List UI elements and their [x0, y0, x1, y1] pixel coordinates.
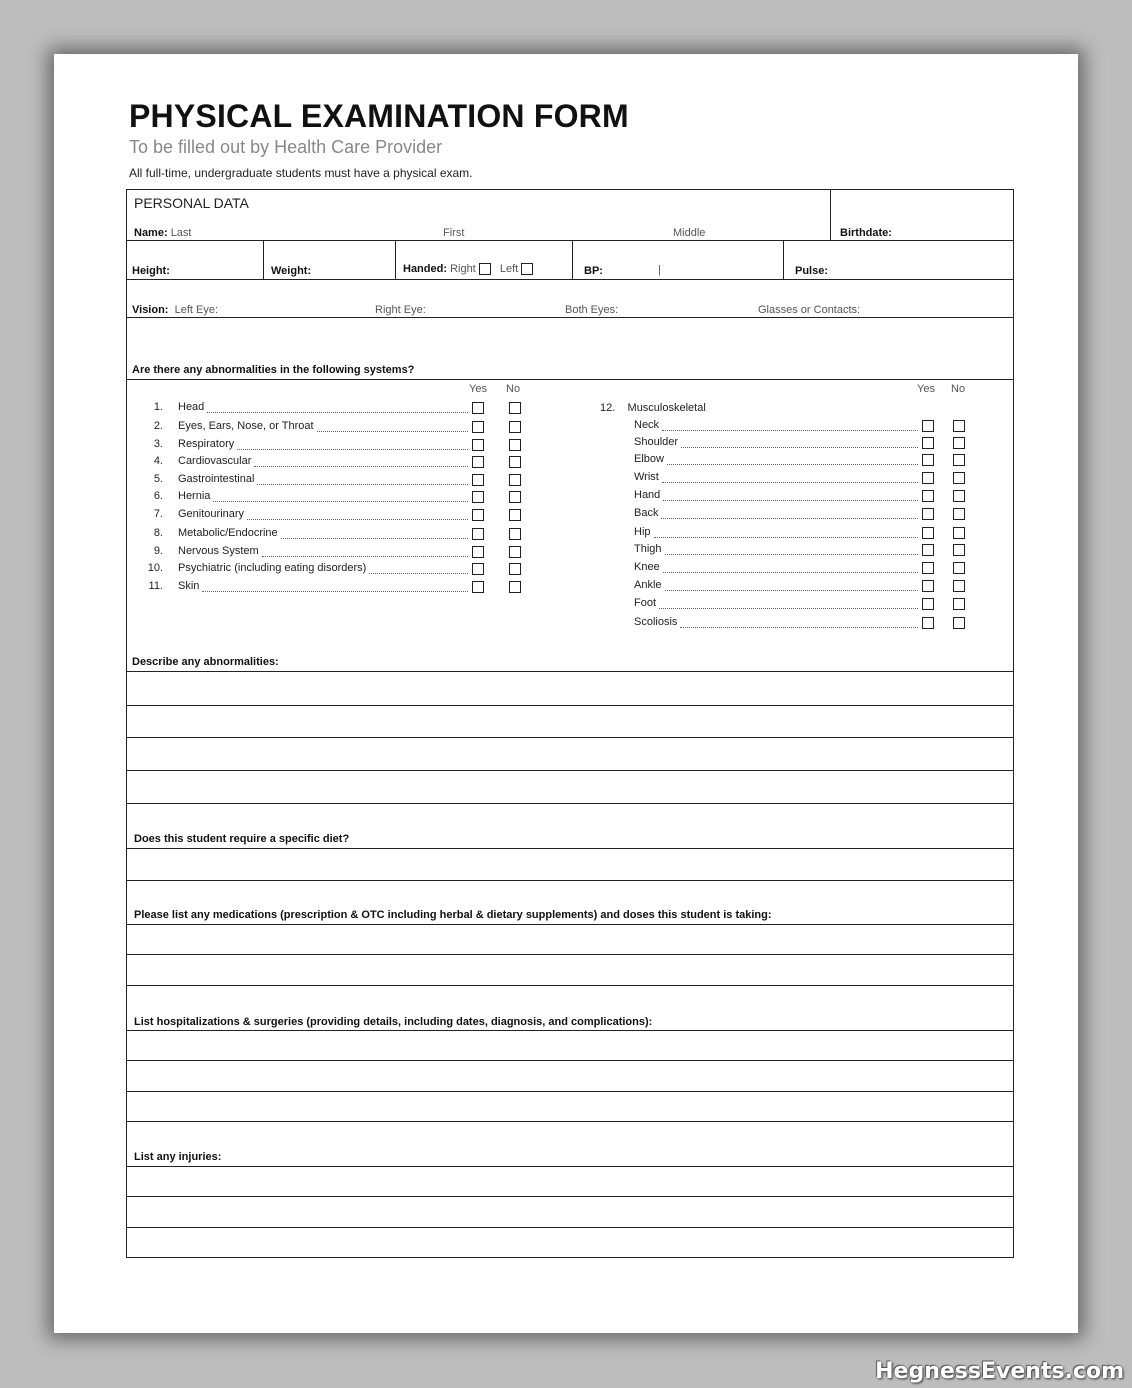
system-label: Eyes, Ears, Nose, or Throat [178, 420, 314, 432]
system-row [145, 527, 525, 544]
system-label: Nervous System [178, 545, 259, 557]
no-checkbox[interactable] [953, 490, 965, 502]
dot-leader [257, 484, 468, 485]
no-checkbox[interactable] [953, 420, 965, 432]
dot-leader [665, 590, 918, 591]
musculoskeletal-row [634, 419, 974, 436]
musculoskeletal-item-label: Scoliosis [634, 616, 678, 628]
system-row [145, 508, 525, 525]
system-label: Cardiovascular [178, 455, 252, 467]
no-checkbox[interactable] [509, 509, 521, 521]
system-row [145, 490, 525, 507]
answer-line[interactable] [127, 985, 1013, 986]
dot-leader [247, 519, 468, 520]
yes-checkbox[interactable] [472, 546, 484, 558]
divider [127, 671, 1013, 672]
yes-checkbox[interactable] [472, 421, 484, 433]
form-subtitle: To be filled out by Health Care Provider [129, 137, 443, 157]
name-field[interactable] [134, 227, 191, 239]
yes-header-left: Yes [469, 383, 487, 395]
no-checkbox[interactable] [509, 563, 521, 575]
first-name-label: First [443, 227, 465, 239]
yes-checkbox[interactable] [922, 420, 934, 432]
musculoskeletal-number: 12. [600, 402, 616, 414]
describe-abnormalities-label: Describe any abnormalities: [132, 656, 279, 668]
answer-line[interactable] [127, 737, 1013, 738]
yes-checkbox[interactable] [472, 439, 484, 451]
personal-data-heading: PERSONAL DATA [134, 195, 249, 211]
dot-leader [663, 572, 918, 573]
system-label: Metabolic/Endocrine [178, 527, 278, 539]
dot-leader [207, 412, 468, 413]
system-label: Hernia [178, 490, 211, 502]
answer-line[interactable] [127, 1091, 1013, 1092]
left-eye-label[interactable]: Left Eye: [174, 304, 219, 316]
system-label: Genitourinary [178, 508, 245, 520]
divider [127, 317, 1013, 318]
system-number: 2. [153, 420, 163, 432]
musculoskeletal-row [634, 616, 974, 633]
yes-checkbox[interactable] [472, 581, 484, 593]
yes-checkbox[interactable] [472, 563, 484, 575]
dot-leader [254, 466, 468, 467]
system-row [145, 580, 525, 597]
answer-line[interactable] [127, 803, 1013, 804]
yes-header-right: Yes [917, 383, 935, 395]
systems-question: Are there any abnormalities in the following systems? [132, 364, 415, 376]
bp-separator: | [658, 264, 661, 276]
musculoskeletal-item-label: Shoulder [634, 436, 679, 448]
dot-leader [661, 518, 918, 519]
last-name-label: Last [170, 227, 192, 239]
musculoskeletal-item-label: Neck [634, 419, 660, 431]
no-checkbox[interactable] [953, 508, 965, 520]
watermark: HegnessEvents.com [875, 1359, 1124, 1384]
handed-field [403, 263, 533, 275]
musculoskeletal-item-label: Ankle [634, 579, 662, 591]
system-row [145, 562, 525, 579]
system-number: 10. [147, 562, 163, 574]
system-row [145, 545, 525, 562]
no-checkbox[interactable] [509, 456, 521, 468]
pulse-label[interactable]: Pulse: [795, 265, 829, 277]
handed-label: Handed: [403, 263, 447, 275]
no-checkbox[interactable] [953, 617, 965, 629]
medications-question: Please list any medications (prescription & OTC including herbal & dietary supplements) and doses this student is taking: [134, 909, 772, 921]
system-label: Psychiatric (including eating disorders) [178, 562, 367, 574]
glasses-contacts-label[interactable]: Glasses or Contacts: [758, 304, 861, 316]
no-checkbox[interactable] [509, 439, 521, 451]
no-checkbox[interactable] [509, 421, 521, 433]
system-row [145, 420, 525, 437]
musculoskeletal-item-label: Hip [634, 526, 651, 538]
musculoskeletal-item-label: Wrist [634, 471, 659, 483]
diet-question: Does this student require a specific diet? [134, 833, 350, 845]
musculoskeletal-item-label: Elbow [634, 453, 664, 465]
answer-line[interactable] [127, 880, 1013, 881]
musculoskeletal-item-label: Back [634, 507, 659, 519]
yes-checkbox[interactable] [472, 402, 484, 414]
yes-checkbox[interactable] [472, 509, 484, 521]
dot-leader [202, 591, 468, 592]
form-title: PHYSICAL EXAMINATION FORM [129, 98, 629, 134]
right-hand-label: Right [450, 263, 476, 275]
musculoskeletal-row [634, 471, 974, 488]
form-intro: All full-time, undergraduate students must have a physical exam. [129, 166, 473, 180]
system-label: Skin [178, 580, 200, 592]
yes-checkbox[interactable] [472, 491, 484, 503]
divider [572, 240, 573, 279]
dot-leader [281, 538, 468, 539]
divider [395, 240, 396, 279]
musculoskeletal-heading [600, 402, 706, 414]
answer-line[interactable] [127, 1196, 1013, 1197]
dot-leader [681, 447, 918, 448]
no-checkbox[interactable] [953, 437, 965, 449]
no-checkbox[interactable] [509, 474, 521, 486]
yes-checkbox[interactable] [922, 562, 934, 574]
musculoskeletal-item-label: Knee [634, 561, 660, 573]
answer-line[interactable] [127, 954, 1013, 955]
musculoskeletal-row [634, 597, 974, 614]
system-row [145, 401, 525, 418]
system-number: 1. [153, 401, 163, 413]
system-label: Head [178, 401, 205, 413]
divider [263, 240, 264, 279]
dot-leader [663, 500, 918, 501]
musculoskeletal-row [634, 436, 974, 453]
no-checkbox[interactable] [953, 580, 965, 592]
system-number: 11. [148, 580, 163, 592]
system-number: 9. [153, 545, 163, 557]
both-eyes-label[interactable]: Both Eyes: [565, 304, 619, 316]
musculoskeletal-row [634, 543, 974, 560]
answer-line[interactable] [127, 924, 1013, 925]
yes-checkbox[interactable] [922, 472, 934, 484]
system-number: 5. [153, 473, 163, 485]
system-label: Respiratory [178, 438, 235, 450]
dot-leader [680, 627, 918, 628]
musculoskeletal-row [634, 526, 974, 543]
vision-field [132, 304, 218, 316]
no-checkbox[interactable] [509, 491, 521, 503]
yes-checkbox[interactable] [922, 437, 934, 449]
musculoskeletal-row [634, 507, 974, 524]
answer-line[interactable] [127, 1121, 1013, 1122]
no-header-left: No [506, 383, 521, 395]
dot-leader [237, 449, 468, 450]
system-row [145, 438, 525, 455]
no-checkbox[interactable] [953, 454, 965, 466]
musculoskeletal-item-label: Hand [634, 489, 661, 501]
system-label: Gastrointestinal [178, 473, 255, 485]
yes-checkbox[interactable] [922, 580, 934, 592]
yes-checkbox[interactable] [472, 456, 484, 468]
musculoskeletal-row [634, 561, 974, 578]
musculoskeletal-row [634, 489, 974, 506]
dot-leader [659, 608, 918, 609]
no-checkbox[interactable] [509, 546, 521, 558]
answer-line[interactable] [127, 1060, 1013, 1061]
system-number: 6. [153, 490, 163, 502]
musculoskeletal-item-label: Foot [634, 597, 657, 609]
yes-checkbox[interactable] [922, 544, 934, 556]
system-number: 7. [153, 508, 163, 520]
answer-line[interactable] [127, 1030, 1013, 1031]
weight-label[interactable]: Weight: [271, 265, 312, 277]
birthdate-label[interactable]: Birthdate: [840, 227, 892, 239]
dot-leader [667, 464, 918, 465]
dot-leader [369, 573, 468, 574]
divider [127, 279, 1013, 280]
height-label[interactable]: Height: [132, 265, 170, 277]
dot-leader [262, 556, 468, 557]
system-row [145, 473, 525, 490]
no-checkbox[interactable] [509, 528, 521, 540]
no-header-right: No [951, 383, 966, 395]
dot-leader [213, 501, 468, 502]
musculoskeletal-label: Musculoskeletal [627, 402, 706, 414]
no-checkbox[interactable] [953, 598, 965, 610]
dot-leader [662, 482, 918, 483]
system-number: 3. [153, 438, 163, 450]
musculoskeletal-row [634, 579, 974, 596]
form-page [54, 54, 1078, 1333]
yes-checkbox[interactable] [472, 528, 484, 540]
name-label: Name: [134, 227, 168, 239]
left-hand-checkbox[interactable] [521, 263, 533, 275]
yes-checkbox[interactable] [922, 617, 934, 629]
system-number: 8. [153, 527, 163, 539]
yes-checkbox[interactable] [472, 474, 484, 486]
answer-line[interactable] [127, 705, 1013, 706]
divider [127, 240, 1013, 241]
middle-name-label: Middle [673, 227, 706, 239]
yes-checkbox[interactable] [922, 454, 934, 466]
dot-leader [317, 431, 468, 432]
yes-checkbox[interactable] [922, 508, 934, 520]
no-checkbox[interactable] [509, 402, 521, 414]
left-hand-label: Left [499, 263, 519, 275]
divider [830, 190, 831, 240]
no-checkbox[interactable] [953, 472, 965, 484]
right-hand-checkbox[interactable] [479, 263, 491, 275]
injuries-question: List any injuries: [134, 1151, 222, 1163]
yes-checkbox[interactable] [922, 598, 934, 610]
bp-label[interactable]: BP: [584, 265, 603, 277]
vision-label: Vision: [132, 304, 169, 316]
hospitalizations-question: List hospitalizations & surgeries (providing details, including dates, diagnosis, and complications): [134, 1016, 653, 1028]
dot-leader [665, 554, 918, 555]
no-checkbox[interactable] [953, 562, 965, 574]
exam-form-table [126, 189, 1014, 1258]
divider [127, 379, 1013, 380]
dot-leader [654, 537, 918, 538]
answer-line[interactable] [127, 1227, 1013, 1228]
system-row [145, 455, 525, 472]
yes-checkbox[interactable] [922, 490, 934, 502]
musculoskeletal-row [634, 453, 974, 470]
right-eye-label[interactable]: Right Eye: [375, 304, 426, 316]
dot-leader [662, 430, 918, 431]
yes-checkbox[interactable] [922, 527, 934, 539]
musculoskeletal-item-label: Thigh [634, 543, 662, 555]
no-checkbox[interactable] [953, 527, 965, 539]
no-checkbox[interactable] [509, 581, 521, 593]
no-checkbox[interactable] [953, 544, 965, 556]
answer-line[interactable] [127, 770, 1013, 771]
answer-line[interactable] [127, 848, 1013, 849]
divider [783, 240, 784, 279]
system-number: 4. [153, 455, 163, 467]
answer-line[interactable] [127, 1166, 1013, 1167]
